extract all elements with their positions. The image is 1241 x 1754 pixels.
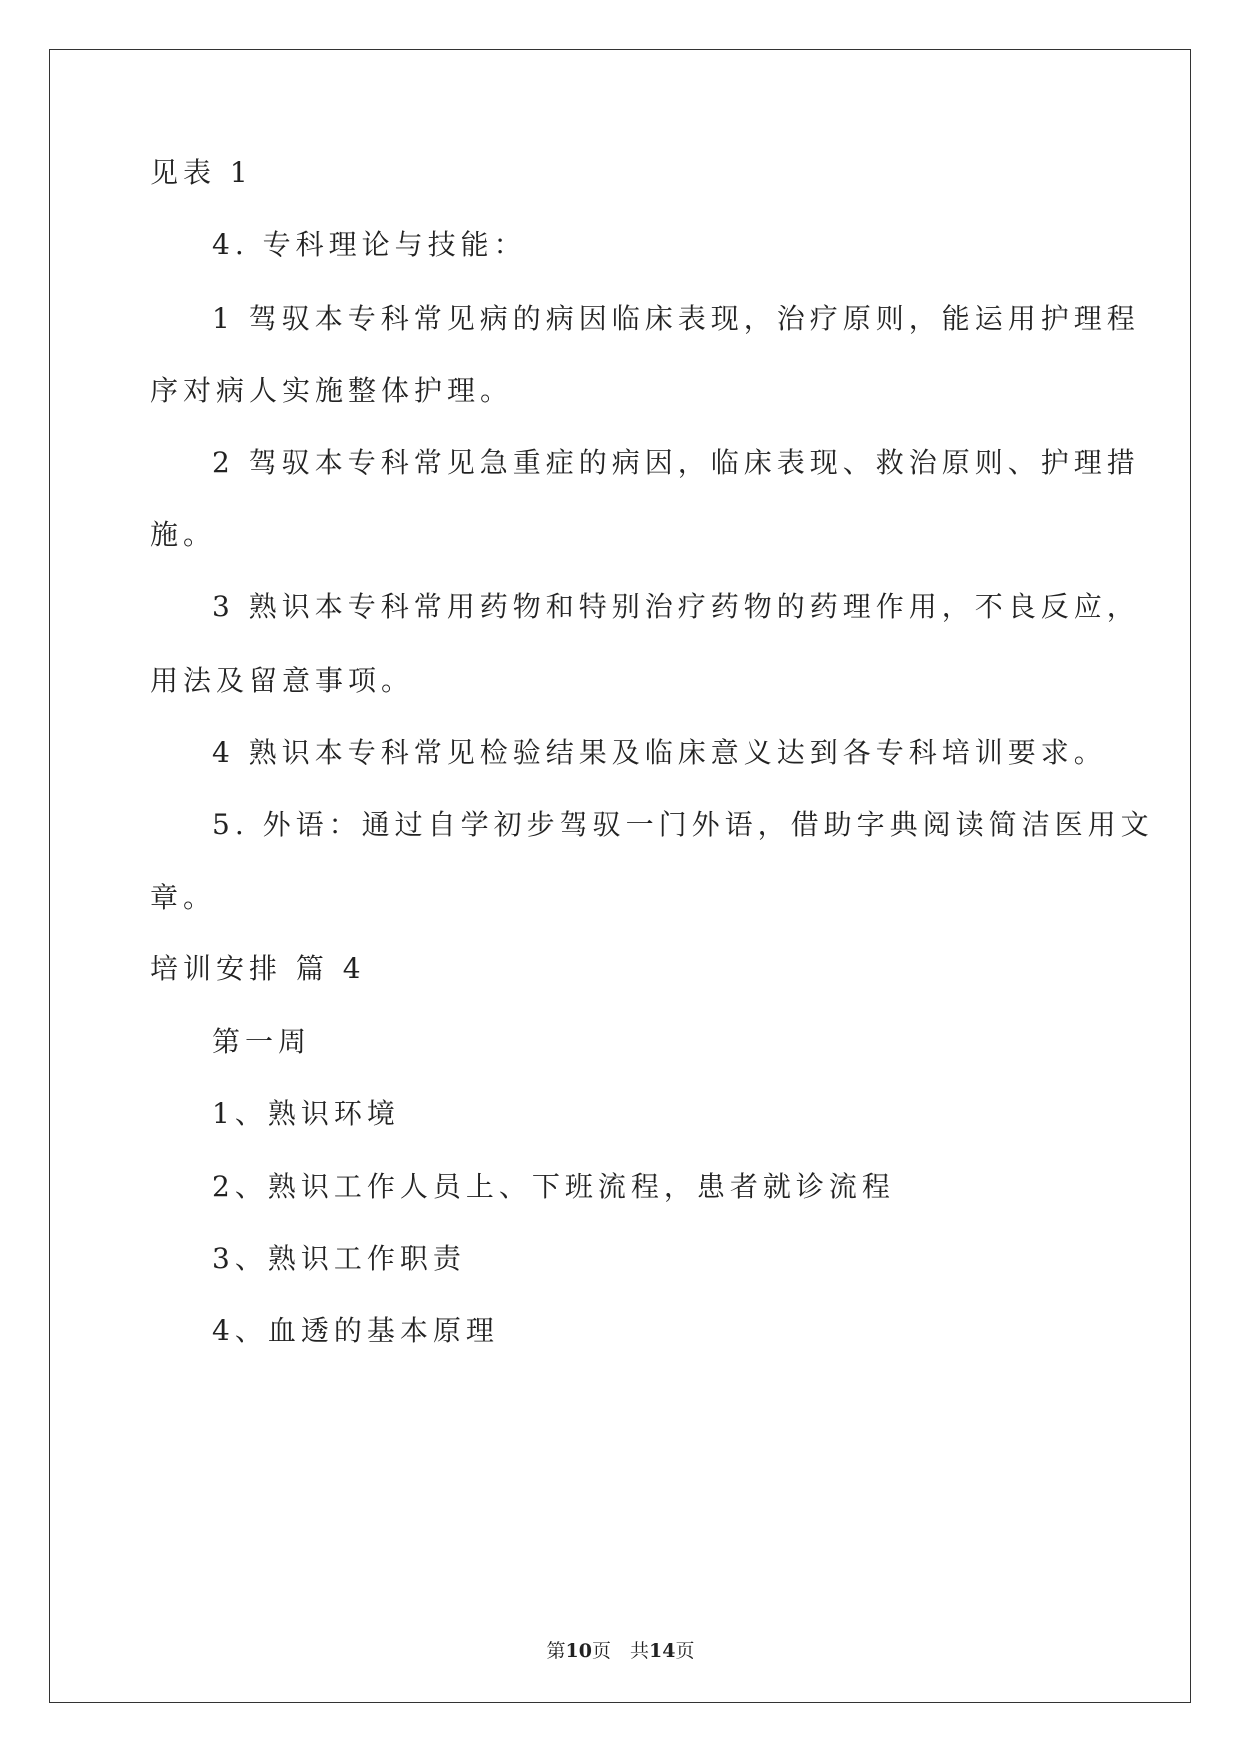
- text-line-item-1: 1 驾驭本专科常见病的病因临床表现，治疗原则，能运用护理程: [212, 302, 1140, 335]
- footer-page-prefix: 第: [546, 1640, 566, 1662]
- footer-page-mid: 页 共: [591, 1640, 649, 1662]
- footer-page-current: 10: [565, 1640, 592, 1662]
- text-line-foreign-language: 5. 外语：通过自学初步驾驭一门外语，借助字典阅读简洁医用文: [212, 808, 1154, 841]
- page-frame: [49, 49, 1191, 1703]
- list-item-environment: 1、熟识环境: [212, 1097, 400, 1130]
- text-line-foreign-language-cont: 章。: [150, 881, 217, 914]
- footer-page-total: 14: [649, 1640, 676, 1662]
- text-line-item-4: 4 熟识本专科常见检验结果及临床意义达到各专科培训要求。: [212, 736, 1107, 769]
- text-line-item-3: 3 熟识本专科常用药物和特别治疗药物的药理作用，不良反应，: [212, 590, 1140, 623]
- text-line-item-2-cont: 施。: [150, 518, 217, 551]
- text-line-item-2: 2 驾驭本专科常见急重症的病因，临床表现、救治原则、护理措: [212, 446, 1140, 479]
- heading-specialty-theory: 4. 专科理论与技能：: [212, 228, 527, 261]
- section-heading-training-plan: 培训安排 篇 4: [150, 952, 366, 985]
- text-line-item-1-cont: 序对病人实施整体护理。: [150, 374, 514, 407]
- text-line-item-3-cont: 用法及留意事项。: [150, 664, 415, 697]
- text-line-see-table: 见表 1: [150, 156, 253, 189]
- page-footer: [0, 1636, 1241, 1663]
- footer-page-suffix: 页: [675, 1640, 695, 1662]
- subheading-week-one: 第一周: [212, 1025, 312, 1058]
- list-item-duties: 3、熟识工作职责: [212, 1242, 466, 1275]
- list-item-workflow: 2、熟识工作人员上、下班流程，患者就诊流程: [212, 1170, 895, 1203]
- list-item-dialysis-principle: 4、血透的基本原理: [212, 1314, 499, 1347]
